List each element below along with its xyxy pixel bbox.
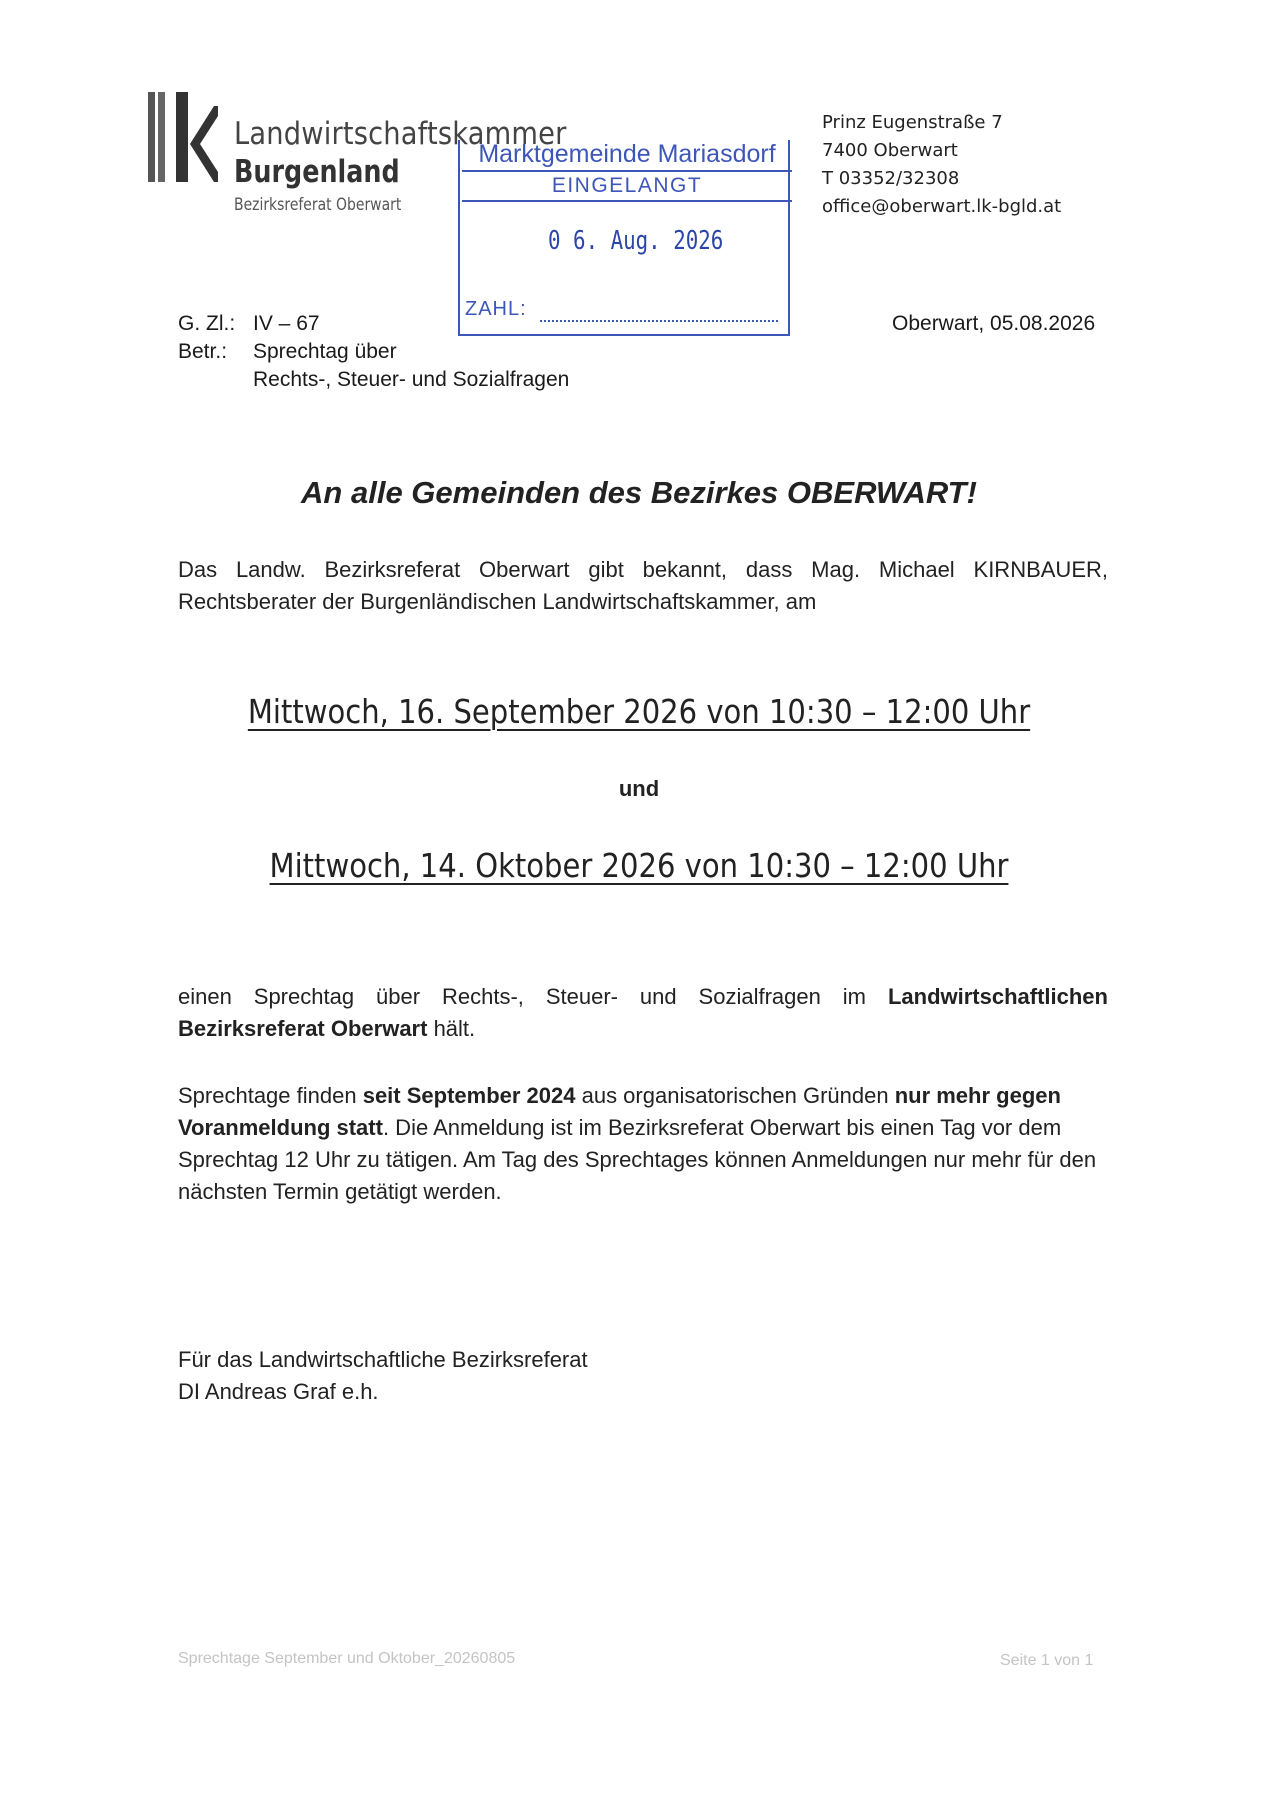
paragraph-location [178, 981, 1108, 1045]
signature-line1: Für das Landwirtschaftliche Bezirksreferat [178, 1347, 588, 1372]
registration-bold1: seit September 2024 [362, 1083, 576, 1108]
org-name-line2: Burgenland [234, 154, 400, 190]
stamp-date: 0 6. Aug. 2026 [548, 226, 724, 256]
stamp-received-label: EINGELANGT [462, 174, 792, 202]
paragraph-registration [178, 1080, 1108, 1208]
signature-line2: DI Andreas Graf e.h. [178, 1379, 379, 1404]
registration-text1: Sprechtage finden [178, 1083, 363, 1108]
ref-gzl-value: IV – 67 [253, 312, 320, 335]
paragraph-location-bold: Landwirtschaftlichen Bezirksreferat Oberwart [178, 984, 1108, 1041]
address-city: 7400 Oberwart [822, 140, 958, 161]
registration-bold2: nur mehr gegen Voranmeldung statt [178, 1083, 1061, 1140]
address-email: office@oberwart.lk-bgld.at [822, 196, 1062, 217]
intro-line2: Rechtsberater der Burgenländischen Landwirtschaftskammer, am [178, 589, 817, 614]
stamp-municipality: Marktgemeinde Mariasdorf [462, 140, 792, 172]
date-second [77, 846, 1202, 885]
org-name-line1: Landwirtschaftskammer [234, 116, 567, 152]
intro-line1: Das Landw. Bezirksreferat Oberwart gibt bekannt, dass Mag. Michael KIRNBAUER, [178, 557, 1108, 582]
date-second-text: Mittwoch, 14. Oktober 2026 von 10:30 – 12:00 Uhr [269, 846, 1009, 885]
paragraph-location-text: einen Sprechtag über Rechts-, Steuer- und Sozialfragen im [178, 984, 888, 1009]
address-phone: T 03352/32308 [822, 168, 960, 189]
ref-subject-line2: Rechts-, Steuer- und Sozialfragen [253, 368, 570, 391]
stamp-number-label: ZAHL: [465, 298, 527, 320]
paragraph-location-end: hält. [427, 1016, 476, 1041]
footer-filename: Sprechtage September und Oktober_20260805 [178, 1650, 516, 1667]
date-first [77, 692, 1202, 731]
ref-gzl-label: G. Zl.: [178, 312, 236, 335]
registration-text3: . Die Anmeldung ist im Bezirksreferat Oberwart bis einen Tag vor dem Sprechtag 12 Uhr zu tätigen. Am Tag des Sprechtages können Anmeldungen nur mehr für den nächsten Termin getätigt werden. [178, 1115, 1097, 1204]
org-subunit: Bezirksreferat Oberwart [234, 195, 402, 215]
date-first-text: Mittwoch, 16. September 2026 von 10:30 – 12:00 Uhr [247, 692, 1031, 731]
chamber-logo [148, 92, 218, 182]
place-date: Oberwart, 05.08.2026 [892, 312, 1096, 335]
footer-page-number: Seite 1 von 1 [1000, 1652, 1094, 1669]
ref-subject-line1: Sprechtag über [253, 340, 397, 363]
ref-betr-label: Betr.: [178, 340, 228, 363]
address-street: Prinz Eugenstraße 7 [822, 112, 1003, 133]
stamp-number-field [540, 300, 778, 322]
page-title: An alle Gemeinden des Bezirkes OBERWART! [301, 475, 977, 510]
date-connector: und [618, 776, 660, 801]
registration-text2: aus organisatorischen Gründen [575, 1083, 895, 1108]
